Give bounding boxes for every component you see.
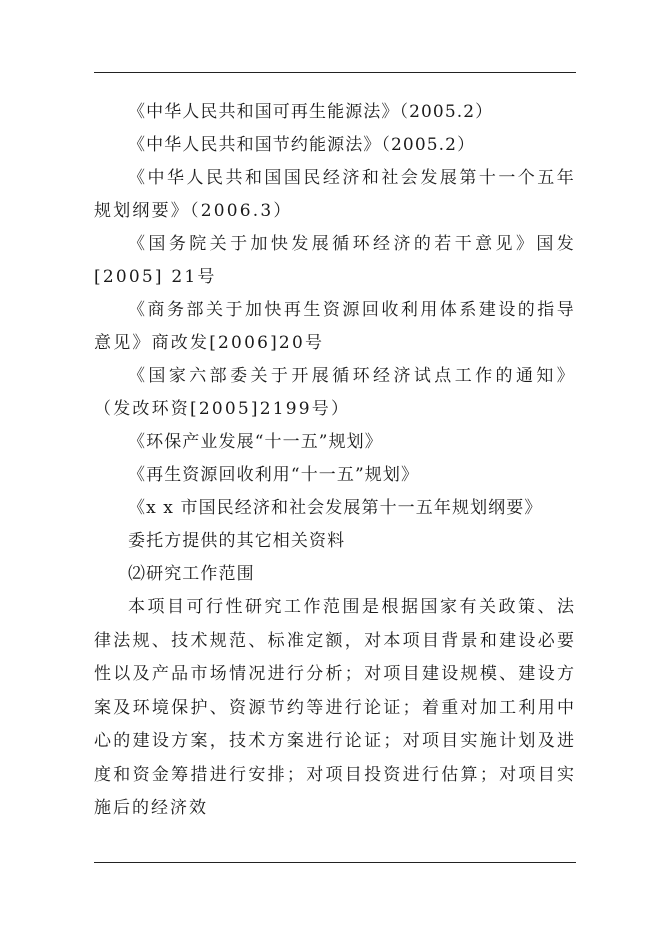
document-body xyxy=(94,96,576,826)
reference-commerce-ministry-opinion: 《商务部关于加快再生资源回收利用体系建设的指导意见》商改发[2006]20号 xyxy=(94,300,576,353)
section-heading: ⑵研究工作范围 xyxy=(128,564,255,584)
reference-renewable-energy-law: 《中华人民共和国可再生能源法》（2005.2） xyxy=(128,102,494,122)
reference-recycling-plan: 《再生资源回收利用“十一五”规划》 xyxy=(128,465,420,485)
reference-six-ministries-notice: 《国家六部委关于开展循环经济试点工作的通知》（发改环资[2005]2199号） xyxy=(94,366,576,419)
header-rule xyxy=(94,72,576,73)
reference-state-council-opinion: 《国务院关于加快发展循环经济的若干意见》国发[2005] 21号 xyxy=(94,234,576,287)
reference-energy-conservation-law: 《中华人民共和国节约能源法》（2005.2） xyxy=(128,135,476,155)
reference-11th-five-year-plan: 《中华人民共和国国民经济和社会发展第十一个五年规划纲要》（2006.3） xyxy=(94,168,576,221)
scope-paragraph: 本项目可行性研究工作范围是根据国家有关政策、法律法规、技术规范、标准定额，对本项目背景和建设必要性以及产品市场情况进行分析；对项目建设规模、建设方案及环境保护、资源节约等进行论证；着重对加工利用中心的建设方案，技术方案进行论证；对项目实施计划及进度和资金筹措进行安排；对项目投资进行估算；对项目实施后的经济效 xyxy=(94,597,576,818)
reference-client-materials: 委托方提供的其它相关资料 xyxy=(128,531,346,551)
reference-city-five-year-plan: 《x x 市国民经济和社会发展第十一五年规划纲要》 xyxy=(128,498,543,518)
footer-rule xyxy=(94,862,576,863)
reference-environmental-industry-plan: 《环保产业发展“十一五”规划》 xyxy=(128,432,383,452)
